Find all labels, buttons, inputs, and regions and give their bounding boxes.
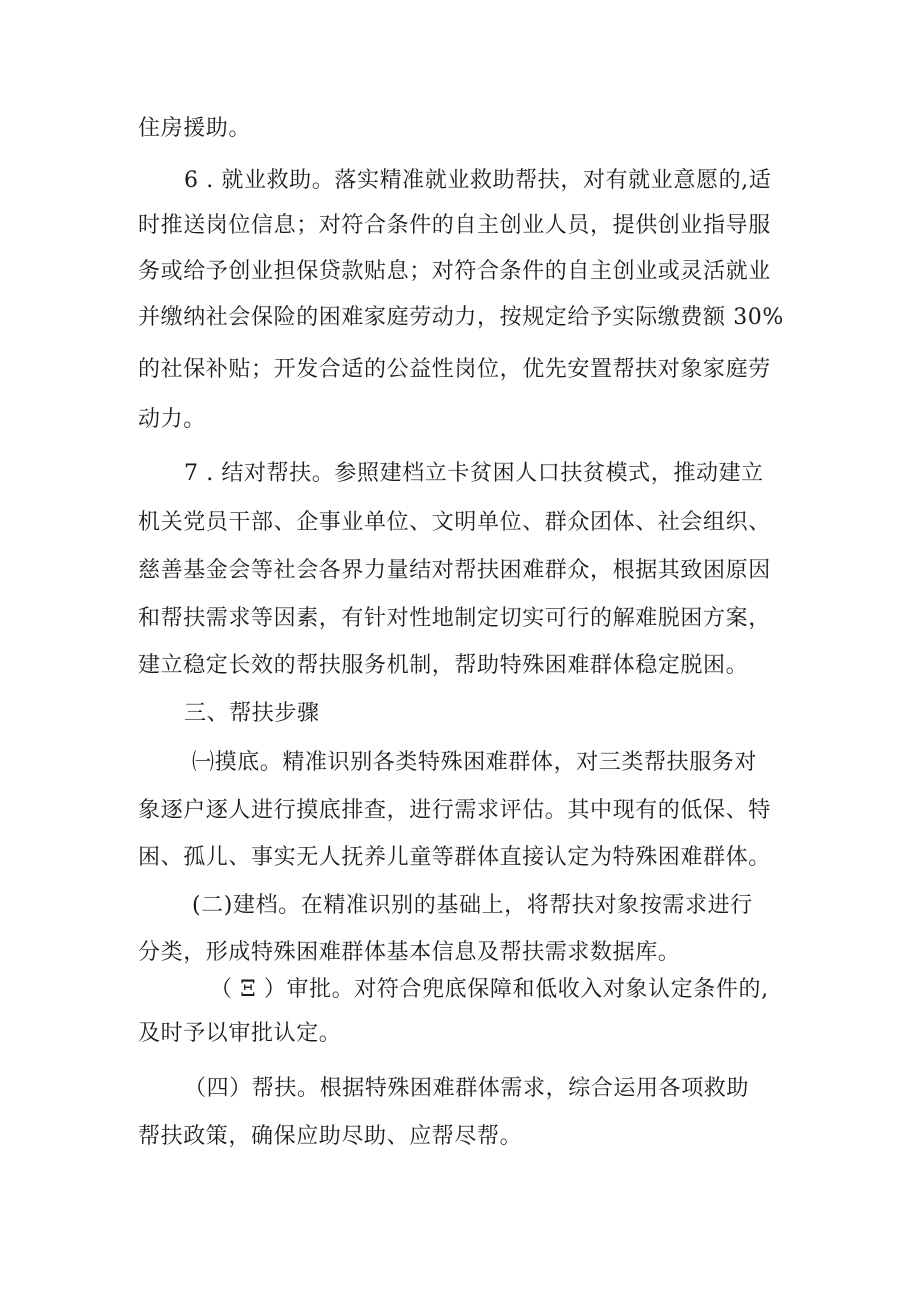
text-line: 机关党员干部、企事业单位、文明单位、群众团体、社会组织、: [138, 510, 771, 535]
text-line: ㈠摸底。精准识别各类特殊困难群体，对三类帮扶服务对: [192, 750, 758, 775]
text-line: 建立稳定长效的帮扶服务机制，帮助特殊困难群体稳定脱困。: [138, 653, 749, 678]
text-line: 慈善基金会等社会各界力量结对帮扶困难群众，根据其致困原因: [138, 558, 771, 583]
text-line: （ Ξ ）审批。对符合兜底保障和低收入对象认定条件的,: [210, 977, 769, 1002]
text-line: 帮扶政策，确保应助尽助、应帮尽帮。: [138, 1124, 523, 1149]
text-line: 象逐户逐人进行摸底排查，进行需求评估。其中现有的低保、特: [138, 798, 771, 823]
text-line: 分类，形成特殊困难群体基本信息及帮扶需求数据库。: [138, 940, 681, 965]
text-line: 及时予以审批认定。: [138, 1021, 342, 1046]
text-line: 务或给予创业担保贷款贴息；对符合条件的自主创业或灵活就业: [138, 259, 771, 284]
text-line: （四）帮扶。根据特殊困难群体需求，综合运用各项救助: [184, 1076, 750, 1101]
text-line: 和帮扶需求等因素，有针对性地制定切实可行的解难脱困方案，: [138, 606, 771, 631]
text-line: 住房援助。: [138, 116, 252, 141]
text-line: 并缴纳社会保险的困难家庭劳动力，按规定给予实际缴费额 30%: [138, 305, 784, 330]
text-line: 困、孤儿、事实无人抚养儿童等群体直接认定为特殊困难群体。: [138, 845, 771, 870]
text-line: 动力。: [138, 407, 206, 432]
section-heading: 三、帮扶步骤: [184, 701, 320, 726]
text-line: 的社保补贴；开发合适的公益性岗位，优先安置帮扶对象家庭劳: [138, 357, 771, 382]
text-line: 时推送岗位信息；对符合条件的自主创业人员，提供创业指导服: [138, 213, 771, 238]
text-line: (二)建档。在精准识别的基础上，将帮扶对象按需求进行: [192, 893, 753, 918]
text-line: 7 . 结对帮扶。参照建档立卡贫困人口扶贫模式，推动建立: [184, 461, 764, 486]
text-line: 6 . 就业救助。落实精准就业救助帮扶，对有就业意愿的,适: [184, 168, 772, 193]
